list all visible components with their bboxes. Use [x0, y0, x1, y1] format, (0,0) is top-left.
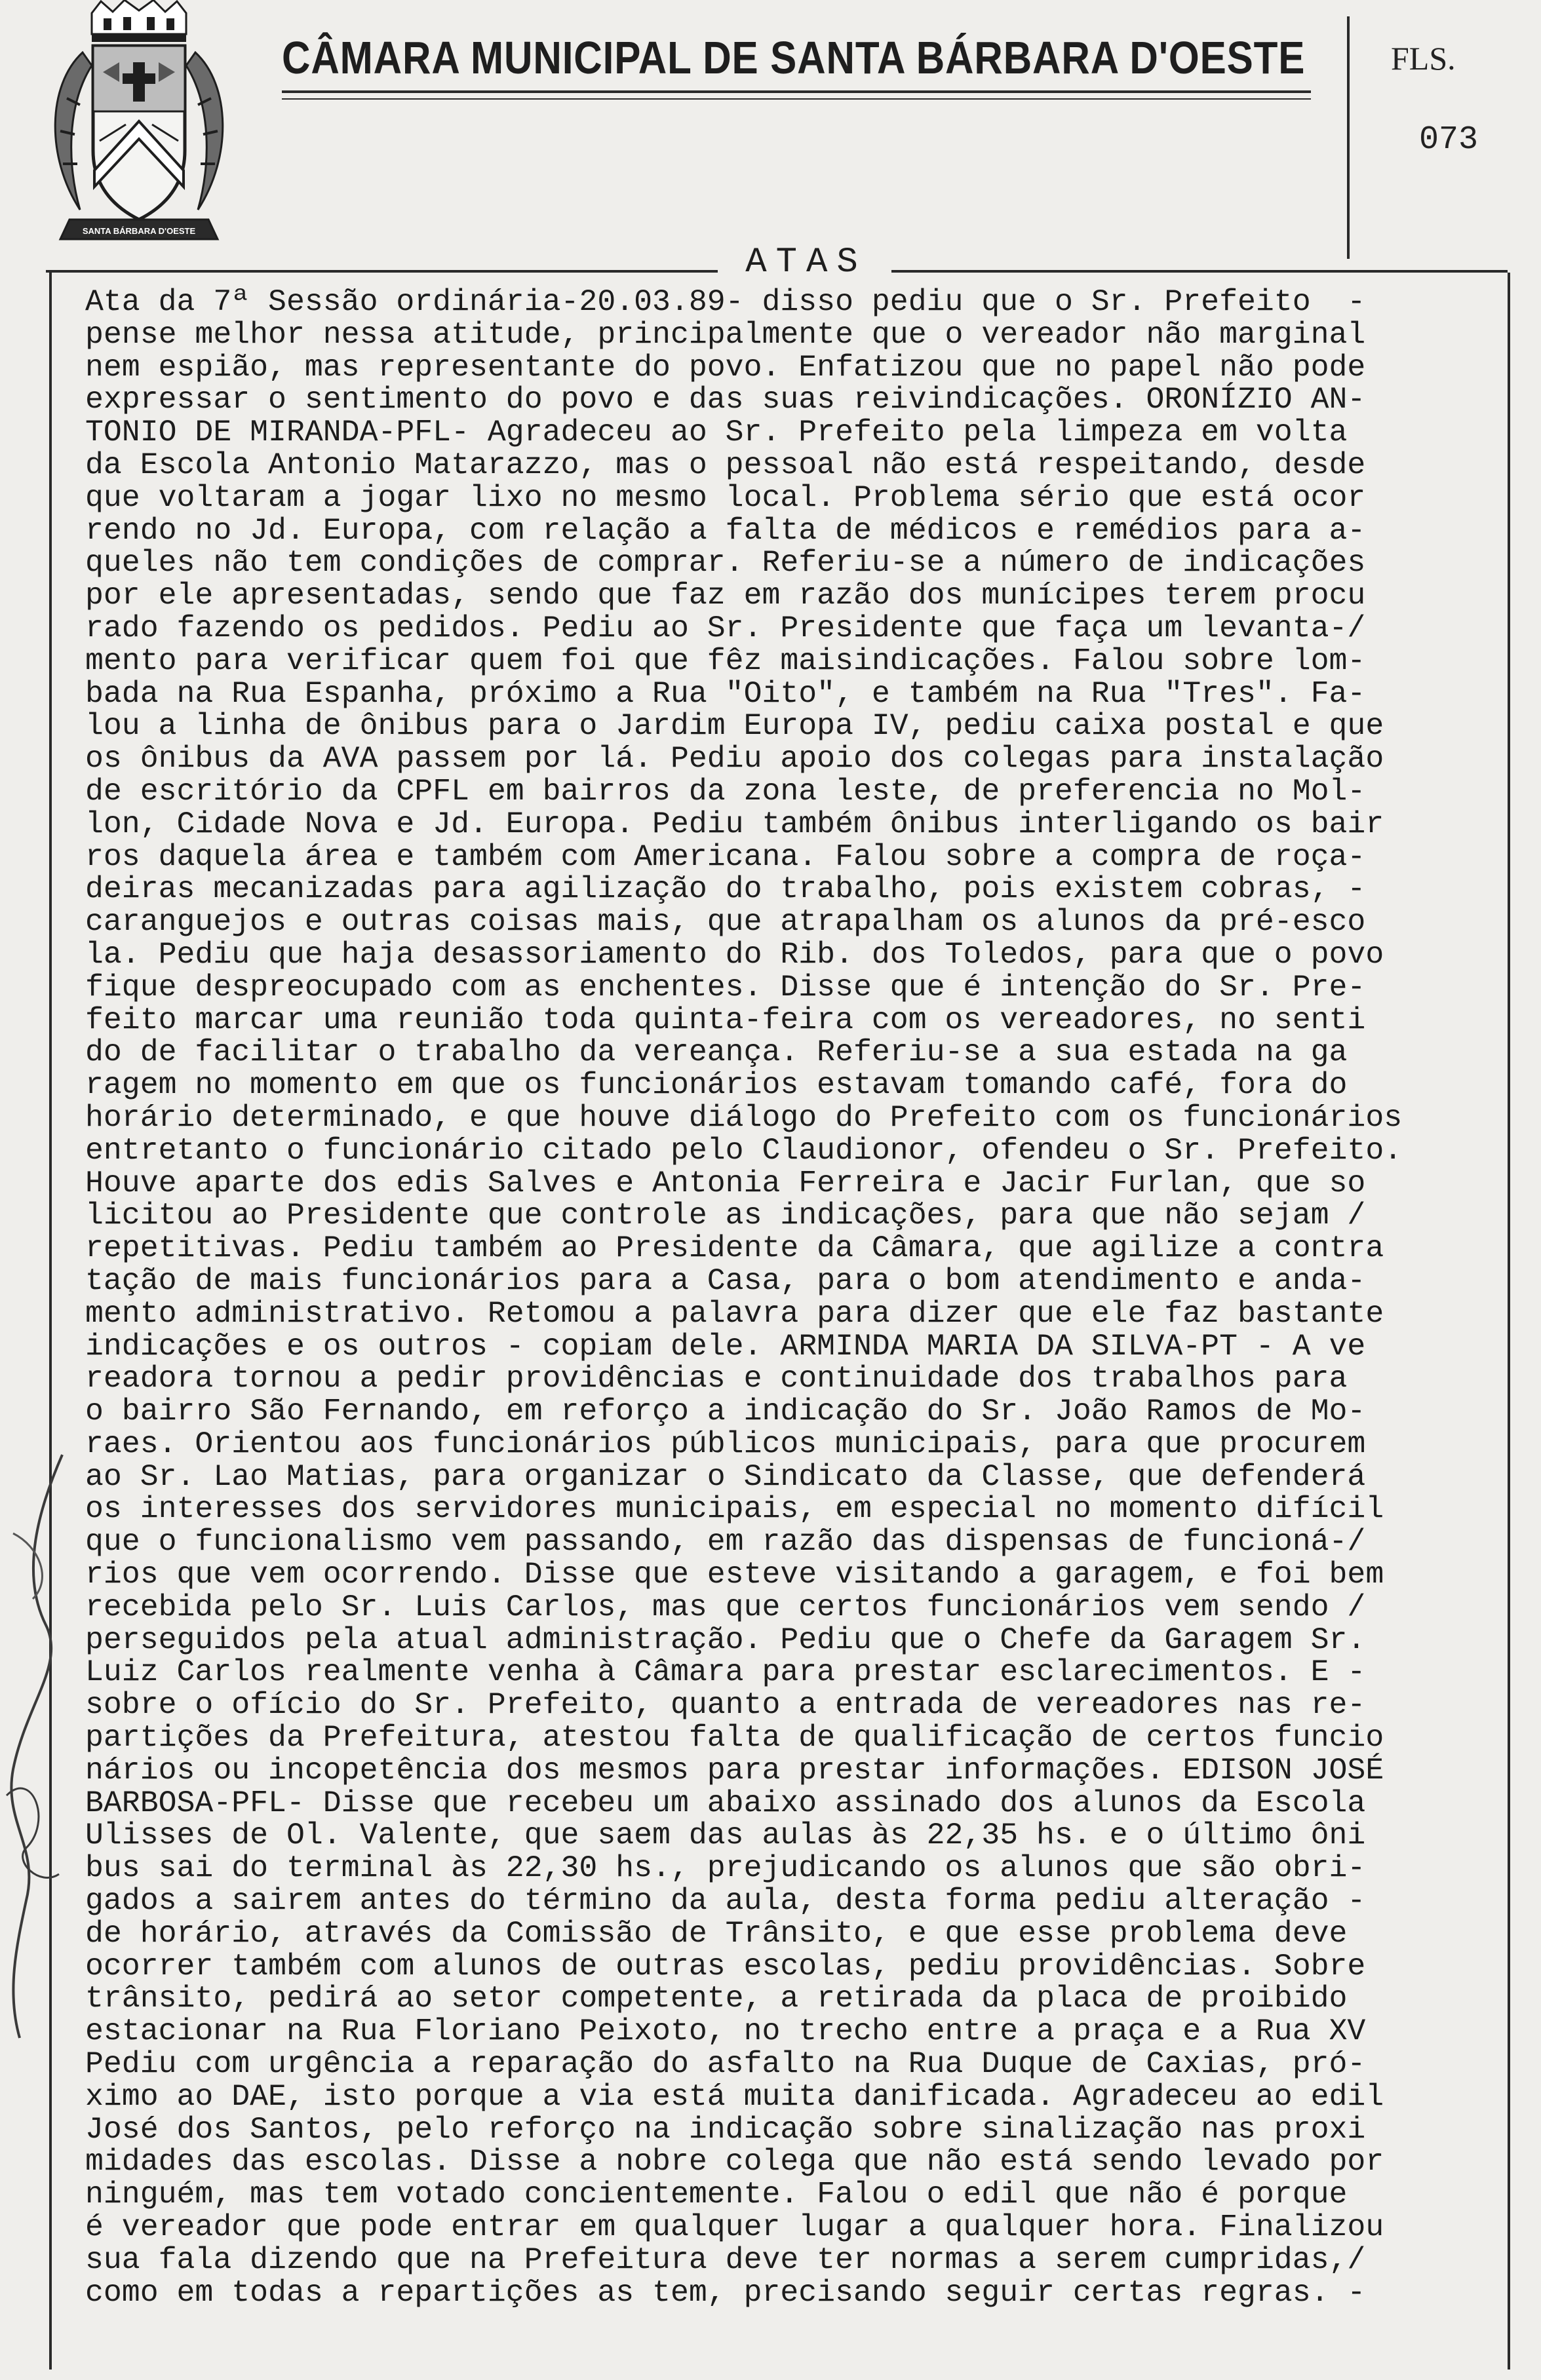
text-line: mento para verificar quem foi que fêz maisindicações. Falou sobre lom- [85, 643, 1366, 678]
text-line: como em todas a repartições as tem, precisando seguir certas regras. - [85, 2274, 1366, 2310]
text-line: repetitivas. Pediu também ao Presidente da Câmara, que agilize a contra [85, 1231, 1384, 1266]
text-line: rendo no Jd. Europa, com relação a falta de médicos e remédios para a- [85, 512, 1366, 548]
text-line: mento administrativo. Retomou a palavra para dizer que ele faz bastante [85, 1296, 1384, 1331]
frame-right [1508, 273, 1510, 2370]
text-line: expressar o sentimento do povo e das suas reivindicações. ORONÍZIO AN- [85, 382, 1366, 417]
text-line: ao Sr. Lao Matias, para organizar o Sindicato da Classe, que defenderá [85, 1459, 1366, 1494]
text-line: ros daquela área e também com Americana. Falou sobre a compra de roça- [85, 839, 1366, 874]
text-line: ninguém, mas tem votado concientemente. Falou o edil que não é porque [85, 2177, 1348, 2212]
minutes-text [85, 286, 1501, 2309]
section-heading: ATAS [745, 242, 867, 282]
margin-signature-scribble [0, 1429, 79, 2149]
text-line: rios que vem ocorrendo. Disse que esteve visitando a garagem, e foi bem [85, 1557, 1384, 1592]
text-line: que o funcionalismo vem passando, em razão das dispensas de funcioná-/ [85, 1524, 1366, 1560]
title-rule-thin [282, 98, 1311, 100]
text-line: gados a sairem antes do término da aula, desta forma pediu alteração - [85, 1883, 1366, 1919]
text-line: entretanto o funcionário citado pelo Claudionor, ofendeu o Sr. Prefeito. [85, 1132, 1403, 1168]
text-line: o bairro São Fernando, em reforço a indicação do Sr. João Ramos de Mo- [85, 1394, 1366, 1429]
text-line: ragem no momento em que os funcionários estavam tomando café, fora do [85, 1067, 1348, 1103]
text-line: perseguidos pela atual administração. Pediu que o Chefe da Garagem Sr. [85, 1622, 1366, 1657]
text-line: bada na Rua Espanha, próximo a Rua "Oito", e também na Rua "Tres". Fa- [85, 676, 1366, 711]
text-line: de escritório da CPFL em bairros da zona leste, de preferencia no Mol- [85, 773, 1366, 809]
coat-of-arms [41, 0, 237, 256]
text-line: licitou ao Presidente que controle as indicações, para que não sejam / [85, 1198, 1366, 1233]
text-line: Pediu com urgência a reparação do asfalto na Rua Duque de Caxias, pró- [85, 2046, 1366, 2082]
text-line: indicações e os outros - copiam dele. ARMINDA MARIA DA SILVA-PT - A ve [85, 1328, 1366, 1364]
text-line: BARBOSA-PFL- Disse que recebeu um abaixo assinado dos alunos da Escola [85, 1785, 1366, 1820]
text-line: da Escola Antonio Matarazzo, mas o pessoal não está respeitando, desde [85, 447, 1366, 482]
text-line: bus sai do terminal às 22,30 hs., prejudicando os alunos que são obri- [85, 1851, 1366, 1886]
text-line: Ata da 7ª Sessão ordinária-20.03.89- disso pediu que o Sr. Prefeito - [85, 284, 1366, 319]
text-line: la. Pediu que haja desassoriamento do Rib. dos Toledos, para que o povo [85, 936, 1384, 972]
text-line: Houve aparte dos edis Salves e Antonia Ferreira e Jacir Furlan, que so [85, 1165, 1366, 1200]
text-line: sua fala dizendo que na Prefeitura deve ter normas a serem cumpridas,/ [85, 2242, 1366, 2277]
text-line: caranguejos e outras coisas mais, que atrapalham os alunos da pré-esco [85, 904, 1366, 940]
text-line: tação de mais funcionários para a Casa, para o bom atendimento e anda- [85, 1263, 1366, 1298]
text-line: fique despreocupado com as enchentes. Disse que é intenção do Sr. Pre- [85, 969, 1366, 1005]
folio-number: 073 [1419, 121, 1479, 159]
text-line: os ônibus da AVA passem por lá. Pediu apoio dos colegas para instalação [85, 741, 1384, 777]
text-line: queles não tem condições de comprar. Referiu-se a número de indicações [85, 545, 1366, 581]
folio-divider [1347, 16, 1350, 259]
text-line: sobre o ofício do Sr. Prefeito, quanto a entrada de vereadores nas re- [85, 1687, 1366, 1723]
text-line: nários ou incopetência dos mesmos para prestar informações. EDISON JOSÉ [85, 1752, 1384, 1788]
heading-rule-left [46, 270, 718, 273]
text-line: horário determinado, e que houve diálogo do Prefeito com os funcionários [85, 1100, 1403, 1135]
text-line: deiras mecanizadas para agilização do trabalho, pois existem cobras, - [85, 872, 1366, 907]
text-line: trânsito, pedirá ao setor competente, a retirada da placa de proibido [85, 1981, 1348, 2016]
text-line: de horário, através da Comissão de Trânsito, e que esse problema deve [85, 1915, 1348, 1951]
text-line: readora tornou a pedir providências e continuidade dos trabalhos para [85, 1361, 1348, 1396]
text-line: que voltaram a jogar lixo no mesmo local. Problema sério que está ocor [85, 480, 1366, 515]
text-line: rado fazendo os pedidos. Pediu ao Sr. Presidente que faça um levanta-/ [85, 610, 1366, 645]
text-line: recebida pelo Sr. Luis Carlos, mas que certos funcionários vem sendo / [85, 1589, 1366, 1624]
text-line: midades das escolas. Disse a nobre colega que não está sendo levado por [85, 2144, 1384, 2179]
crest-banner-text: SANTA BÁRBARA D'OESTE [82, 226, 196, 236]
text-line: raes. Orientou aos funcionários públicos municipais, para que procurem [85, 1426, 1366, 1461]
text-line: ocorrer também com alunos de outras escolas, pediu providências. Sobre [85, 1948, 1366, 1984]
title-rule [282, 90, 1311, 93]
text-line: lon, Cidade Nova e Jd. Europa. Pediu também ônibus interligando os bair [85, 806, 1384, 841]
text-line: Luiz Carlos realmente venha à Câmara para prestar esclarecimentos. E - [85, 1655, 1366, 1690]
text-line: ximo ao DAE, isto porque a via está muita danificada. Agradeceu ao edil [85, 2079, 1384, 2114]
text-line: pense melhor nessa atitude, principalmente que o vereador não marginal [85, 317, 1366, 352]
text-line: os interesses dos servidores municipais, em especial no momento difícil [85, 1491, 1384, 1527]
heading-rule-right [891, 270, 1508, 273]
text-line: TONIO DE MIRANDA-PFL- Agradeceu ao Sr. Prefeito pela limpeza em volta [85, 415, 1348, 450]
text-line: lou a linha de ônibus para o Jardim Europa IV, pediu caixa postal e que [85, 708, 1384, 744]
institution-title: CÂMARA MUNICIPAL DE SANTA BÁRBARA D'OESTE [282, 32, 1306, 83]
text-line: do de facilitar o trabalho da vereança. Referiu-se a sua estada na ga [85, 1035, 1348, 1070]
text-line: é vereador que pode entrar em qualquer lugar a qualquer hora. Finalizou [85, 2210, 1384, 2245]
text-line: partições da Prefeitura, atestou falta de qualificação de certos funcio [85, 1720, 1384, 1756]
text-line: feito marcar uma reunião toda quinta-feira com os vereadores, no senti [85, 1002, 1366, 1037]
folio-label: FLS. [1391, 40, 1456, 77]
text-line: por ele apresentadas, sendo que faz em razão dos munícipes terem procu [85, 578, 1366, 613]
text-line: José dos Santos, pelo reforço na indicação sobre sinalização nas proxi [85, 2111, 1366, 2147]
text-line: nem espião, mas representante do povo. Enfatizou que no papel não pode [85, 349, 1366, 385]
text-line: estacionar na Rua Floriano Peixoto, no trecho entre a praça e a Rua XV [85, 2014, 1366, 2049]
text-line: Ulisses de Ol. Valente, que saem das aulas às 22,35 hs. e o último ôni [85, 1818, 1366, 1853]
